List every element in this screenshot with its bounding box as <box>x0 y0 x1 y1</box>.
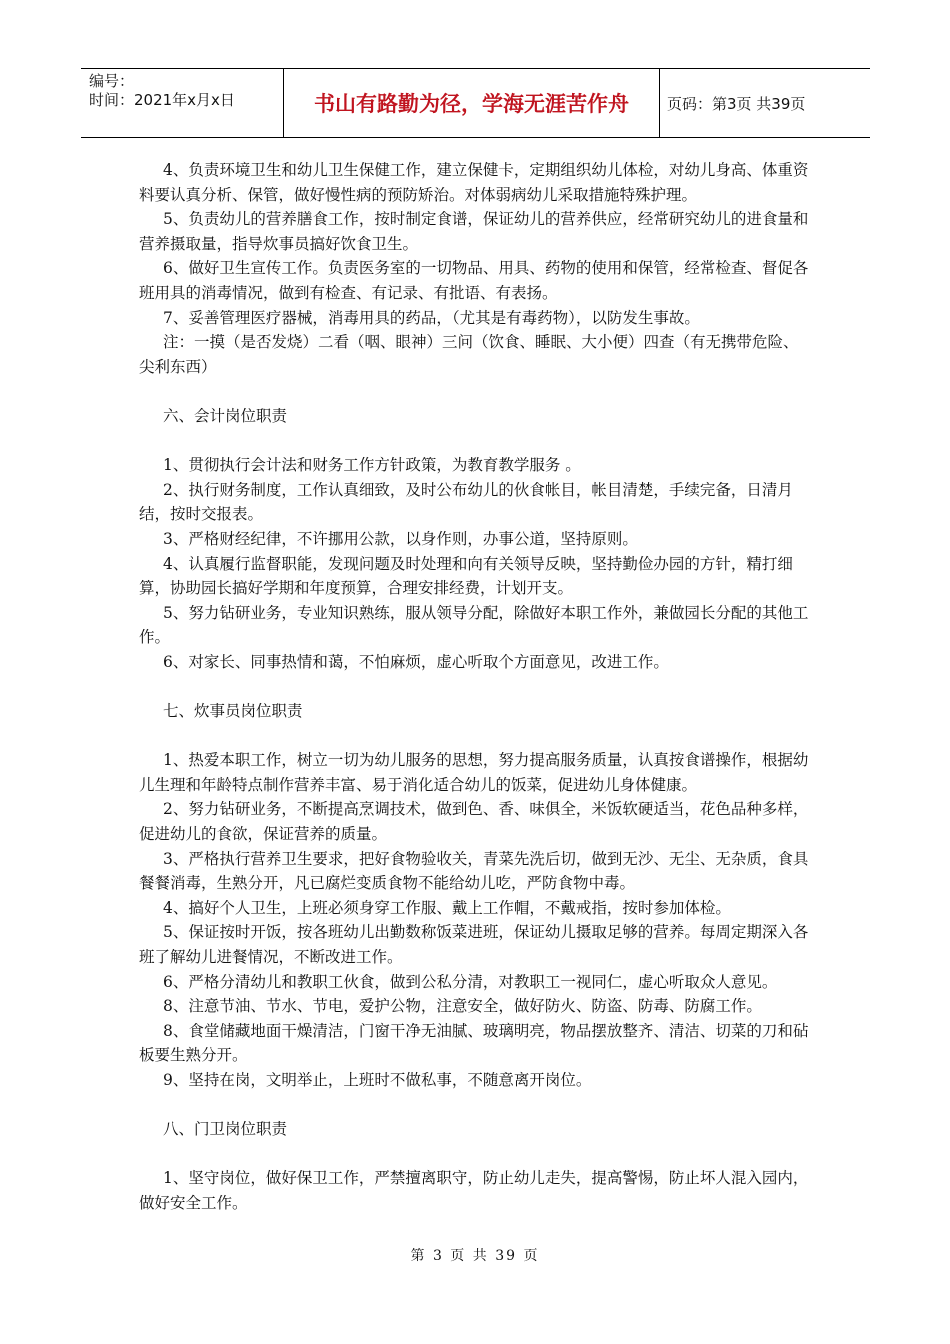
document-date: 时间：2021年x月x日 <box>89 91 235 109</box>
note-paragraph: 注：一摸（是否发烧）二看（咽、眼神）三问（饮食、睡眠、大小便）四查（有无携带危险、尖利东西） <box>139 333 799 376</box>
paragraph: 2、努力钻研业务，不断提高烹调技术，做到色、香、味俱全，米饭软硬适当，花色品种多样，促进幼儿的食欲，保证营养的质量。 <box>139 800 809 844</box>
header-motto: 书山有路勤为径，学海无涯苦作舟 <box>284 69 660 137</box>
header-meta <box>81 69 284 137</box>
header-page-number: 页码：第3页 共39页 <box>667 94 806 113</box>
paragraph: 5、努力钻研业务，专业知识熟练，服从领导分配，除做好本职工作外，兼做园长分配的其他工作。 <box>139 603 809 647</box>
paragraph: 8、注意节油、节水、节电，爱护公物，注意安全，做好防火、防盗、防毒、防腐工作。 <box>163 997 762 1016</box>
paragraph: 3、严格财经纪律，不许挪用公款，以身作则，办事公道，坚持原则。 <box>163 529 638 548</box>
page-footer: 第 3 页 共 39 页 <box>410 1248 540 1264</box>
paragraph: 5、保证按时开饭，按各班幼儿出勤数称饭菜进班，保证幼儿摄取足够的营养。每周定期深入各班了解幼儿进餐情况，不断改进工作。 <box>139 923 809 966</box>
paragraph: 6、对家长、同事热情和蔼，不怕麻烦，虚心听取个方面意见，改进工作。 <box>163 652 669 671</box>
paragraph: 8、食堂储藏地面干燥清洁，门窗干净无油腻、玻璃明亮，物品摆放整齐、清洁、切菜的刀和砧板要生熟分开。 <box>139 1021 809 1065</box>
paragraph: 3、严格执行营养卫生要求，把好食物验收关，青菜先洗后切，做到无沙、无尘、无杂质，食具餐餐消毒，生熟分开，凡已腐烂变质食物不能给幼儿吃，严防食物中毒。 <box>139 849 809 893</box>
paragraph: 2、执行财务制度，工作认真细致，及时公布幼儿的伙食帐目，帐目清楚，手续完备，日清月结，按时交报表。 <box>139 480 793 524</box>
section-heading: 六、会计岗位职责 <box>163 406 288 425</box>
paragraph: 6、严格分清幼儿和教职工伙食，做到公私分清，对教职工一视同仁，虚心听取众人意见。 <box>163 972 778 991</box>
paragraph: 4、认真履行监督职能，发现问题及时处理和向有关领导反映，坚持勤俭办园的方针，精打细算，协助园长搞好学期和年度预算，合理安排经费，计划开支。 <box>139 554 793 598</box>
paragraph: 1、热爱本职工作，树立一切为幼儿服务的思想，努力提高服务质量，认真按食谱操作，根据幼儿生理和年龄特点制作营养丰富、易于消化适合幼儿的饭菜，促进幼儿身体健康。 <box>139 751 809 794</box>
paragraph: 6、做好卫生宣传工作。负责医务室的一切物品、用具、药物的使用和保管，经常检查、督促各班用具的消毒情况，做到有检查、有记录、有批语、有表扬。 <box>139 259 809 302</box>
paragraph: 1、坚守岗位，做好保卫工作，严禁擅离职守，防止幼儿走失，提高警惕，防止坏人混入园内，做好安全工作。 <box>139 1169 809 1212</box>
document-body <box>139 158 811 1216</box>
section-heading: 七、炊事员岗位职责 <box>163 702 303 721</box>
page-header <box>81 68 870 138</box>
paragraph: 9、坚持在岗，文明举止，上班时不做私事，不随意离开岗位。 <box>163 1070 592 1089</box>
paragraph: 5、负责幼儿的营养膳食工作，按时制定食谱，保证幼儿的营养供应，经常研究幼儿的进食量和营养摄取量，指导炊事员搞好饮食卫生。 <box>139 210 809 253</box>
paragraph: 4、负责环境卫生和幼儿卫生保健工作，建立保健卡，定期组织幼儿体检，对幼儿身高、体重资料要认真分析、保管，做好慢性病的预防矫治。对体弱病幼儿采取措施特殊护理。 <box>139 161 809 204</box>
paragraph: 4、搞好个人卫生，上班必须身穿工作服、戴上工作帽，不戴戒指，按时参加体检。 <box>163 898 731 917</box>
paragraph: 7、妥善管理医疗器械，消毒用具的药品，（尤其是有毒药物），以防发生事故。 <box>163 308 700 327</box>
document-code: 编号： <box>89 72 135 90</box>
paragraph: 1、贯彻执行会计法和财务工作方针政策，为教育教学服务 。 <box>163 456 581 475</box>
section-heading: 八、门卫岗位职责 <box>163 1120 288 1139</box>
